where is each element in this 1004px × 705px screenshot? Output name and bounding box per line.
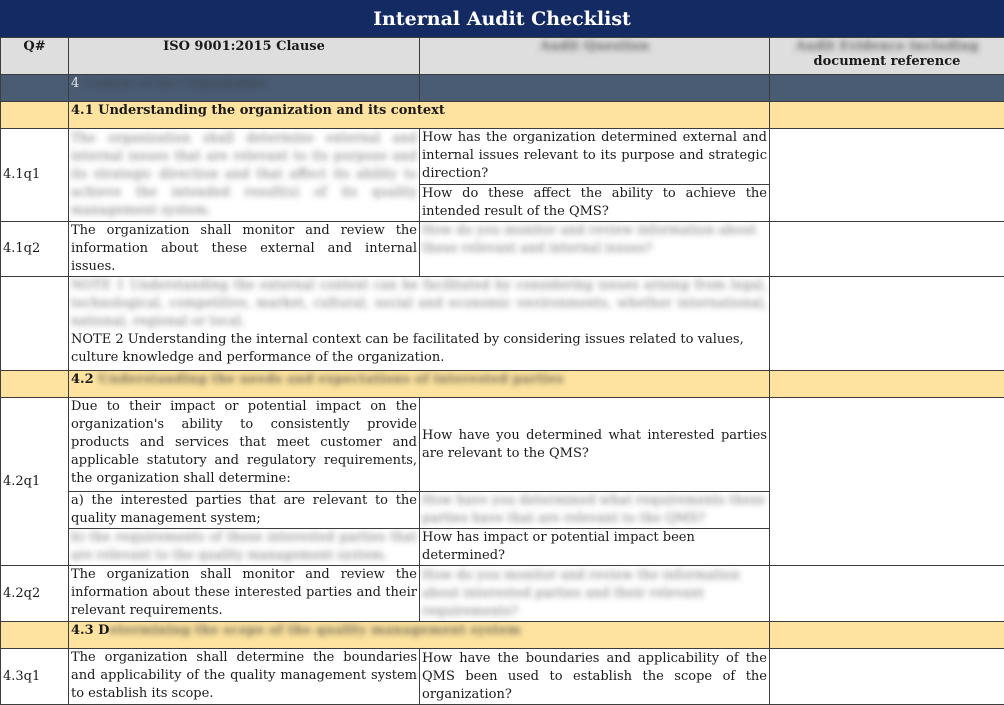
table-row (1, 222, 1004, 277)
subsection-title: 4.1 Understanding the organization and its context (69, 102, 770, 129)
clause-text-redacted: b) the requirements of these interested parties that are relevant to the quality management system. (71, 530, 417, 563)
question-text: How has the organization determined external and internal issues relevant to its purpose and strategic direction? (420, 129, 770, 185)
question-text: How has impact or potential impact been determined? (420, 529, 770, 566)
question-text-redacted: How do you monitor and review information about these relevant and internal issues? (422, 223, 756, 256)
question-text: How have you determined what interested parties are relevant to the QMS? (420, 398, 770, 492)
subsection-row (1, 102, 1004, 129)
subsection-number: 4.3 D (71, 623, 109, 638)
section-title-redacted: Context of the Organization (83, 76, 267, 91)
question-id: 4.2q1 (1, 398, 69, 566)
subsection-title (69, 622, 770, 649)
subsection-row (1, 371, 1004, 398)
question-id: 4.3q1 (1, 649, 69, 705)
table-row (1, 566, 1004, 622)
col-header-evidence (770, 38, 1004, 75)
note-text: NOTE 2 Understanding the internal context can be facilitated by considering issues related to values, culture knowledge and performance of the organization. (71, 331, 767, 367)
table-row (1, 649, 1004, 705)
question-text (420, 222, 770, 277)
question-text (420, 566, 770, 622)
clause-text: a) the interested parties that are relevant to the quality management system; (69, 492, 420, 529)
question-text-redacted: How have you determined what requirements these parties have that are relevant to the QMS? (422, 493, 765, 526)
evidence-cell[interactable] (770, 398, 1004, 566)
evidence-cell[interactable] (770, 222, 1004, 277)
table-row (1, 129, 1004, 185)
clause-text: Due to their impact or potential impact on the organization's ability to consistently provide products and services that meet customer and applicable statutory and regulatory requirements, the organization shall determine: (69, 398, 420, 492)
section-cell-title (69, 75, 420, 102)
question-id: 4.1q1 (1, 129, 69, 222)
col-header-question-redacted: Audit Question (540, 39, 650, 54)
col-header-qnum: Q# (1, 38, 69, 75)
col-header-question (420, 38, 770, 75)
question-text (420, 492, 770, 529)
table-row (1, 277, 1004, 371)
question-text-redacted: How do you monitor and review the information about interested parties and their relevant requirements? (422, 568, 740, 619)
section-number: 4 (71, 76, 79, 91)
subsection-title (69, 371, 770, 398)
evidence-cell[interactable] (770, 277, 1004, 371)
col-header-evidence-label: document reference (772, 54, 1002, 69)
note-text-redacted: NOTE 1 Understanding the external context can be facilitated by considering issues arising from legal, technological, competitive, market, cultural, social and economic environments, whether international, national, regional or local. (71, 277, 767, 331)
clause-text: The organization shall determine the boundaries and applicability of the quality management system to establish its scope. (69, 649, 420, 705)
clause-text: The organization shall monitor and review the information about these external and internal issues. (69, 222, 420, 277)
subsection-title-redacted: etermining the scope of the quality management system (109, 623, 520, 638)
note-cell (69, 277, 770, 371)
subsection-number: 4.2 (71, 372, 94, 387)
question-id: 4.1q2 (1, 222, 69, 277)
section-cell-empty (420, 75, 770, 102)
question-text: How do these affect the ability to achieve the intended result of the QMS? (420, 185, 770, 222)
audit-checklist-table (0, 37, 1004, 705)
evidence-cell[interactable] (770, 129, 1004, 222)
section-row (1, 75, 1004, 102)
col-header-clause: ISO 9001:2015 Clause (69, 38, 420, 75)
evidence-cell[interactable] (770, 566, 1004, 622)
question-id: 4.2q2 (1, 566, 69, 622)
table-row (1, 398, 1004, 492)
clause-text: The organization shall monitor and review the information about these interested parties and their relevant requirements. (69, 566, 420, 622)
section-cell-empty (770, 75, 1004, 102)
clause-text (69, 129, 420, 222)
question-text: How have the boundaries and applicability of the QMS been used to establish the scope of the organization? (420, 649, 770, 705)
clause-text (69, 529, 420, 566)
clause-text-redacted: The organization shall determine external and internal issues that are relevant to its purpose and its strategic direction and that affect its ability to achieve the intended result(s) of its quality management system. (71, 131, 417, 218)
col-header-evidence-redacted: Audit Evidence including (772, 39, 1002, 54)
subsection-row (1, 622, 1004, 649)
header-row (1, 38, 1004, 75)
evidence-cell[interactable] (770, 649, 1004, 705)
section-cell-empty (1, 75, 69, 102)
page-title: Internal Audit Checklist (0, 0, 1004, 37)
subsection-title-redacted: Understanding the needs and expectations of interested parties (98, 372, 563, 387)
